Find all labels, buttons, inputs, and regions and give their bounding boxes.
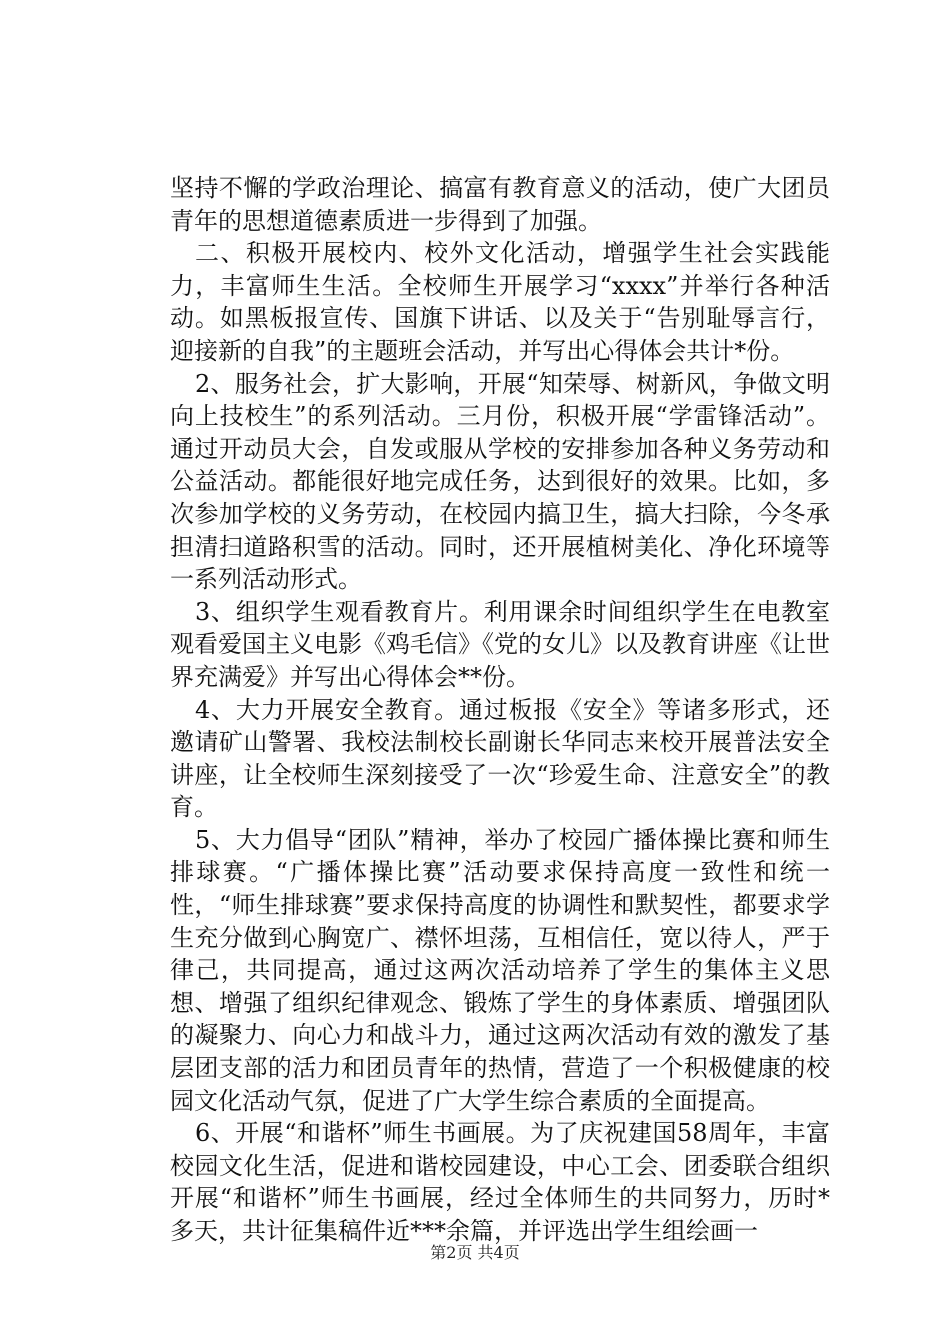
document-body	[170, 172, 830, 1248]
paragraph-item-6: 6、开展“和谐杯”师生书画展。为了庆祝建国58周年，丰富校园文化生活，促进和谐校园建设，中心工会、团委联合组织开展“和谐杯”师生书画展，经过全体师生的共同努力，历时*多天，共计征集稿件近***余篇，并评选出学生组绘画一	[170, 1119, 830, 1245]
paragraph-item-3: 3、组织学生观看教育片。利用课余时间组织学生在电教室观看爱国主义电影《鸡毛信》《党的女儿》以及教育讲座《让世界充满爱》并写出心得体会**份。	[170, 597, 830, 691]
paragraph-item-2: 2、服务社会，扩大影响，开展“知荣辱、树新风，争做文明向上技校生”的系列活动。三月份，积极开展“学雷锋活动”。通过开动员大会，自发或服从学校的安排参加各种义务劳动和公益活动。都能很好地完成任务，达到很好的效果。比如，多次参加学校的义务劳动，在校园内搞卫生，搞大扫除，今冬承担清扫道路积雪的活动。同时，还开展植树美化、净化环境等一系列活动形式。	[170, 369, 830, 594]
paragraph-continuation: 坚持不懈的学政治理论、搞富有教育意义的活动，使广大团员青年的思想道德素质进一步得到了加强。	[170, 174, 830, 235]
paragraph-item-5: 5、大力倡导“团队”精神，举办了校园广播体操比赛和师生排球赛。“广播体操比赛”活动要求保持高度一致性和统一性，“师生排球赛”要求保持高度的协调性和默契性，都要求学生充分做到心胸宽广、襟怀坦荡，互相信任，宽以待人，严于律己，共同提高，通过这两次活动培养了学生的集体主义思想、增强了组织纪律观念、锻炼了学生的身体素质、增强团队的凝聚力、向心力和战斗力，通过这两次活动有效的激发了基层团支部的活力和团员青年的热情，营造了一个积极健康的校园文化活动气氛，促进了广大学生综合素质的全面提高。	[170, 825, 830, 1115]
paragraph-section-two: 二、积极开展校内、校外文化活动，增强学生社会实践能力，丰富师生生活。全校师生开展学习“xxxx”并举行各种活动。如黑板报宣传、国旗下讲话、以及关于“告别耻辱言行，迎接新的自我”的主题班会活动，并写出心得体会共计*份。	[170, 239, 830, 365]
page-number-footer: 第2页 共4页	[430, 1243, 520, 1262]
paragraph-item-4: 4、大力开展安全教育。通过板报《安全》等诸多形式，还邀请矿山警署、我校法制校长副谢长华同志来校开展普法安全讲座，让全校师生深刻接受了一次“珍爱生命、注意安全”的教育。	[170, 695, 830, 822]
